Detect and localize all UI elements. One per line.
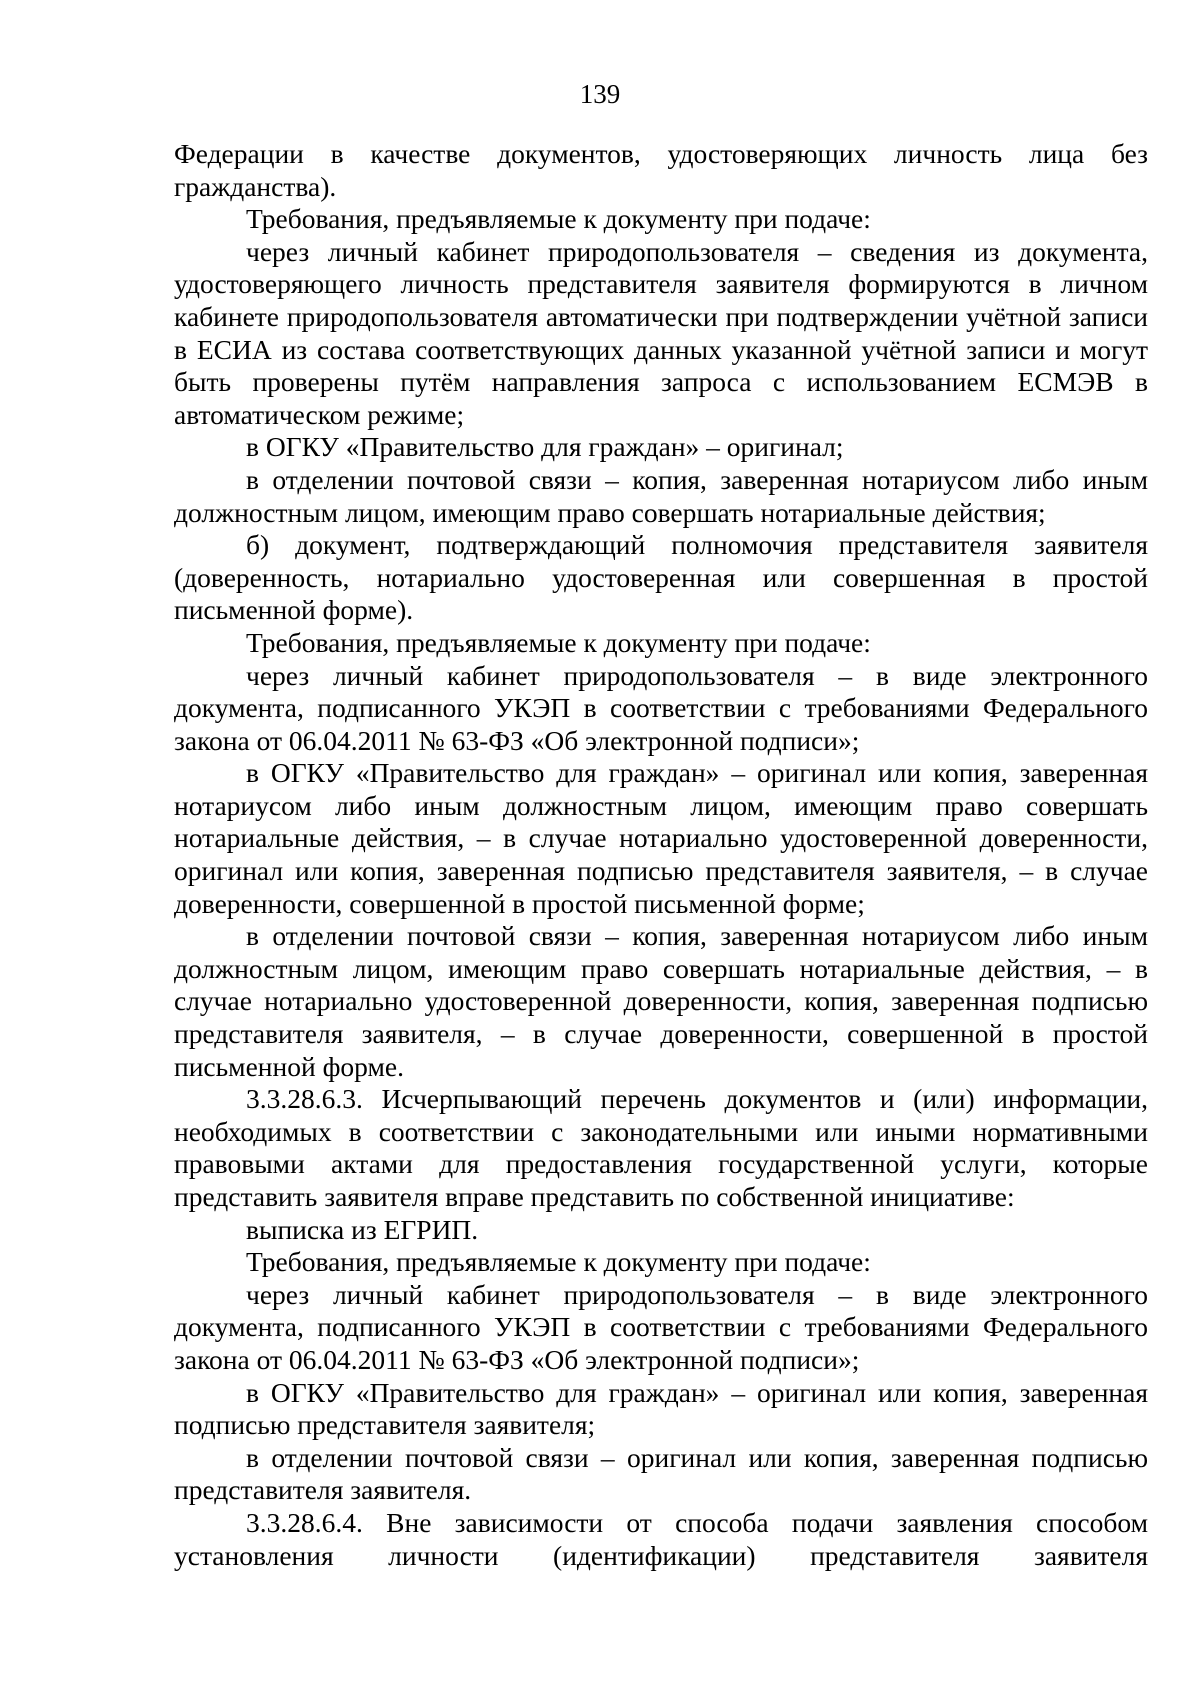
paragraph: Требования, предъявляемые к документу при подаче: — [246, 626, 871, 658]
paragraph: в ОГКУ «Правительство для граждан» – оригинал; — [246, 431, 844, 463]
paragraph: в отделении почтовой связи – оригинал или копия, заверенная подписью представителя заявителя. — [174, 1441, 1148, 1506]
page-number: 139 — [579, 79, 621, 109]
paragraph: через личный кабинет природопользователя – сведения из документа, удостоверяющего личность представителя заявителя формируются в личном кабинете природопользователя автоматически при подтверждении учётной записи в ЕСИА из состава соответствующих данных указанной учётной записи и могут быть проверены путём направления запроса с использованием ЕСМЭВ в автоматическом режиме; — [174, 235, 1148, 430]
paragraph: в ОГКУ «Правительство для граждан» – оригинал или копия, заверенная нотариусом либо иным должностным лицом, имеющим право совершать нотариальные действия, – в случае нотариально удостоверенной доверенности, оригинал или копия, заверенная подписью представителя заявителя, – в случае доверенности, совершенной в простой письменной форме; — [174, 757, 1148, 919]
paragraph: в отделении почтовой связи – копия, заверенная нотариусом либо иным должностным лицом, имеющим право совершать нотариальные действия; — [174, 463, 1148, 528]
paragraph: через личный кабинет природопользователя – в виде электронного документа, подписанного УКЭП в соответствии с требованиями Федерального закона от 06.04.2011 № 63-ФЗ «Об электронной подписи»; — [174, 659, 1148, 756]
paragraph: в отделении почтовой связи – копия, заверенная нотариусом либо иным должностным лицом, имеющим право совершать нотариальные действия, – в случае нотариально удостоверенной доверенности, копия, заверенная подписью представителя заявителя, – в случае доверенности, совершенной в простой письменной форме. — [174, 920, 1148, 1082]
paragraph: 3.3.28.6.3. Исчерпывающий перечень документов и (или) информации, необходимых в соответствии с законодательными или иными нормативными правовыми актами для предоставления государственной услуги, которые представить заявителя вправе представить по собственной инициативе: — [174, 1083, 1148, 1212]
document-body — [174, 138, 1148, 1572]
paragraph: в ОГКУ «Правительство для граждан» – оригинал или копия, заверенная подписью представителя заявителя; — [174, 1376, 1148, 1441]
paragraph: Требования, предъявляемые к документу при подаче: — [246, 1246, 871, 1278]
paragraph: б) документ, подтверждающий полномочия представителя заявителя (доверенность, нотариально удостоверенная или совершенная в простой письменной форме). — [174, 529, 1148, 626]
paragraph: выписка из ЕГРИП. — [246, 1213, 479, 1245]
paragraph: 3.3.28.6.4. Вне зависимости от способа подачи заявления способом установления личности (идентификации) представителя заявителя — [174, 1506, 1148, 1571]
paragraph: Федерации в качестве документов, удостоверяющих личность лица без гражданства). — [174, 138, 1148, 202]
paragraph: Требования, предъявляемые к документу при подаче: — [246, 203, 871, 235]
paragraph: через личный кабинет природопользователя – в виде электронного документа, подписанного УКЭП в соответствии с требованиями Федерального закона от 06.04.2011 № 63-ФЗ «Об электронной подписи»; — [174, 1278, 1148, 1375]
